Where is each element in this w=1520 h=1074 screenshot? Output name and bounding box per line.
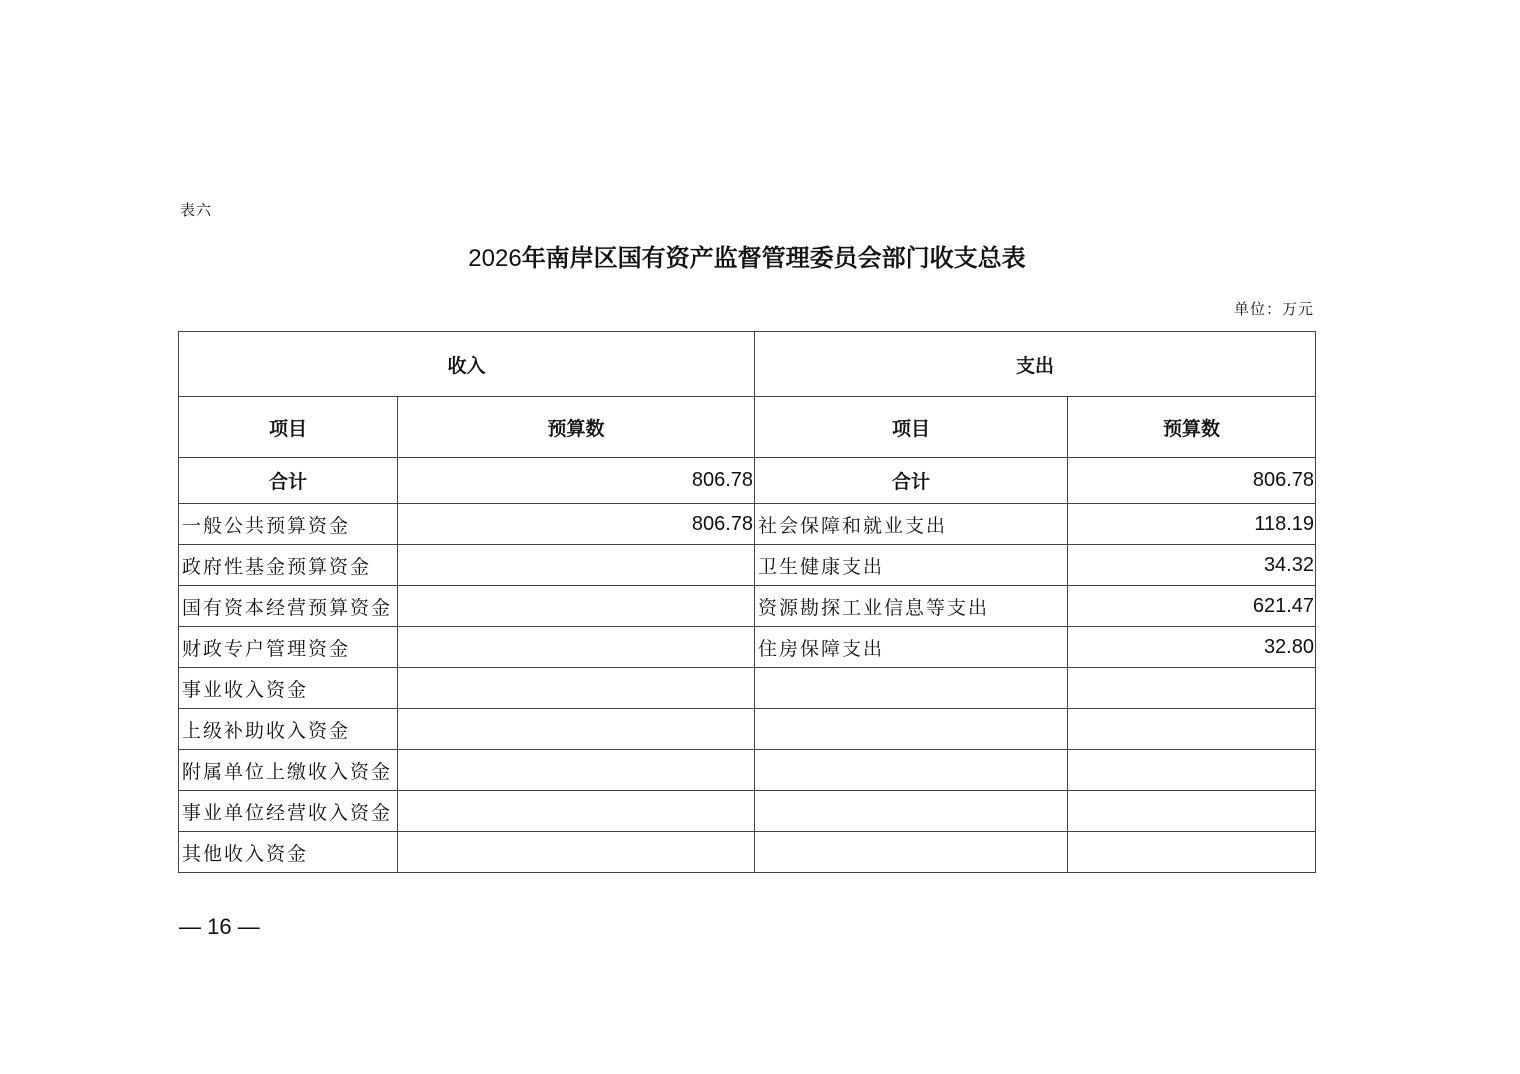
income-header: 收入 (179, 332, 755, 397)
income-value (398, 750, 755, 791)
title-year: 2026 (468, 245, 522, 272)
income-item-header: 项目 (179, 397, 398, 458)
income-value (398, 709, 755, 750)
expense-item (755, 668, 1068, 709)
income-item: 其他收入资金 (179, 832, 398, 873)
page-number: — 16 — (179, 914, 260, 939)
expense-value: 34.32 (1068, 545, 1316, 586)
table-row (179, 627, 1316, 668)
table-row (179, 832, 1316, 873)
income-item: 事业单位经营收入资金 (179, 791, 398, 832)
income-value: 806.78 (398, 504, 755, 545)
expense-item (755, 832, 1068, 873)
expense-item: 社会保障和就业支出 (755, 504, 1068, 545)
income-value (398, 832, 755, 873)
expense-item-header: 项目 (755, 397, 1068, 458)
expense-value (1068, 750, 1316, 791)
table-row (179, 750, 1316, 791)
expense-value: 118.19 (1068, 504, 1316, 545)
income-item: 上级补助收入资金 (179, 709, 398, 750)
expense-item (755, 791, 1068, 832)
income-item: 事业收入资金 (179, 668, 398, 709)
expense-value (1068, 709, 1316, 750)
income-value (398, 545, 755, 586)
income-budget-header: 预算数 (398, 397, 755, 458)
income-value (398, 668, 755, 709)
income-item: 一般公共预算资金 (179, 504, 398, 545)
expense-item: 卫生健康支出 (755, 545, 1068, 586)
total-row (179, 458, 1316, 504)
column-header-row (179, 397, 1316, 458)
income-item: 国有资本经营预算资金 (179, 586, 398, 627)
table-row (179, 668, 1316, 709)
title-text: 年南岸区国有资产监督管理委员会部门收支总表 (521, 244, 1026, 272)
expense-value: 32.80 (1068, 627, 1316, 668)
expense-total-value: 806.78 (1068, 458, 1316, 504)
expense-total-label: 合计 (755, 458, 1068, 504)
expense-item: 资源勘探工业信息等支出 (755, 586, 1068, 627)
expense-item (755, 709, 1068, 750)
expense-budget-header: 预算数 (1068, 397, 1316, 458)
expense-value (1068, 668, 1316, 709)
income-item: 政府性基金预算资金 (179, 545, 398, 586)
income-item: 附属单位上缴收入资金 (179, 750, 398, 791)
expense-value (1068, 832, 1316, 873)
table-row (179, 791, 1316, 832)
expense-header: 支出 (755, 332, 1316, 397)
income-value (398, 791, 755, 832)
income-expense-table (178, 331, 1316, 873)
unit-label: 单位：万元 (1233, 300, 1314, 318)
table-row (179, 709, 1316, 750)
income-total-label: 合计 (179, 458, 398, 504)
expense-item (755, 750, 1068, 791)
expense-item: 住房保障支出 (755, 627, 1068, 668)
income-value (398, 627, 755, 668)
section-header-row (179, 332, 1316, 397)
income-value (398, 586, 755, 627)
table-label: 表六 (180, 201, 213, 219)
expense-value (1068, 791, 1316, 832)
income-item: 财政专户管理资金 (179, 627, 398, 668)
expense-value: 621.47 (1068, 586, 1316, 627)
table-row (179, 545, 1316, 586)
table-row (179, 586, 1316, 627)
income-total-value: 806.78 (398, 458, 755, 504)
page-title (0, 238, 1494, 273)
table-row (179, 504, 1316, 545)
